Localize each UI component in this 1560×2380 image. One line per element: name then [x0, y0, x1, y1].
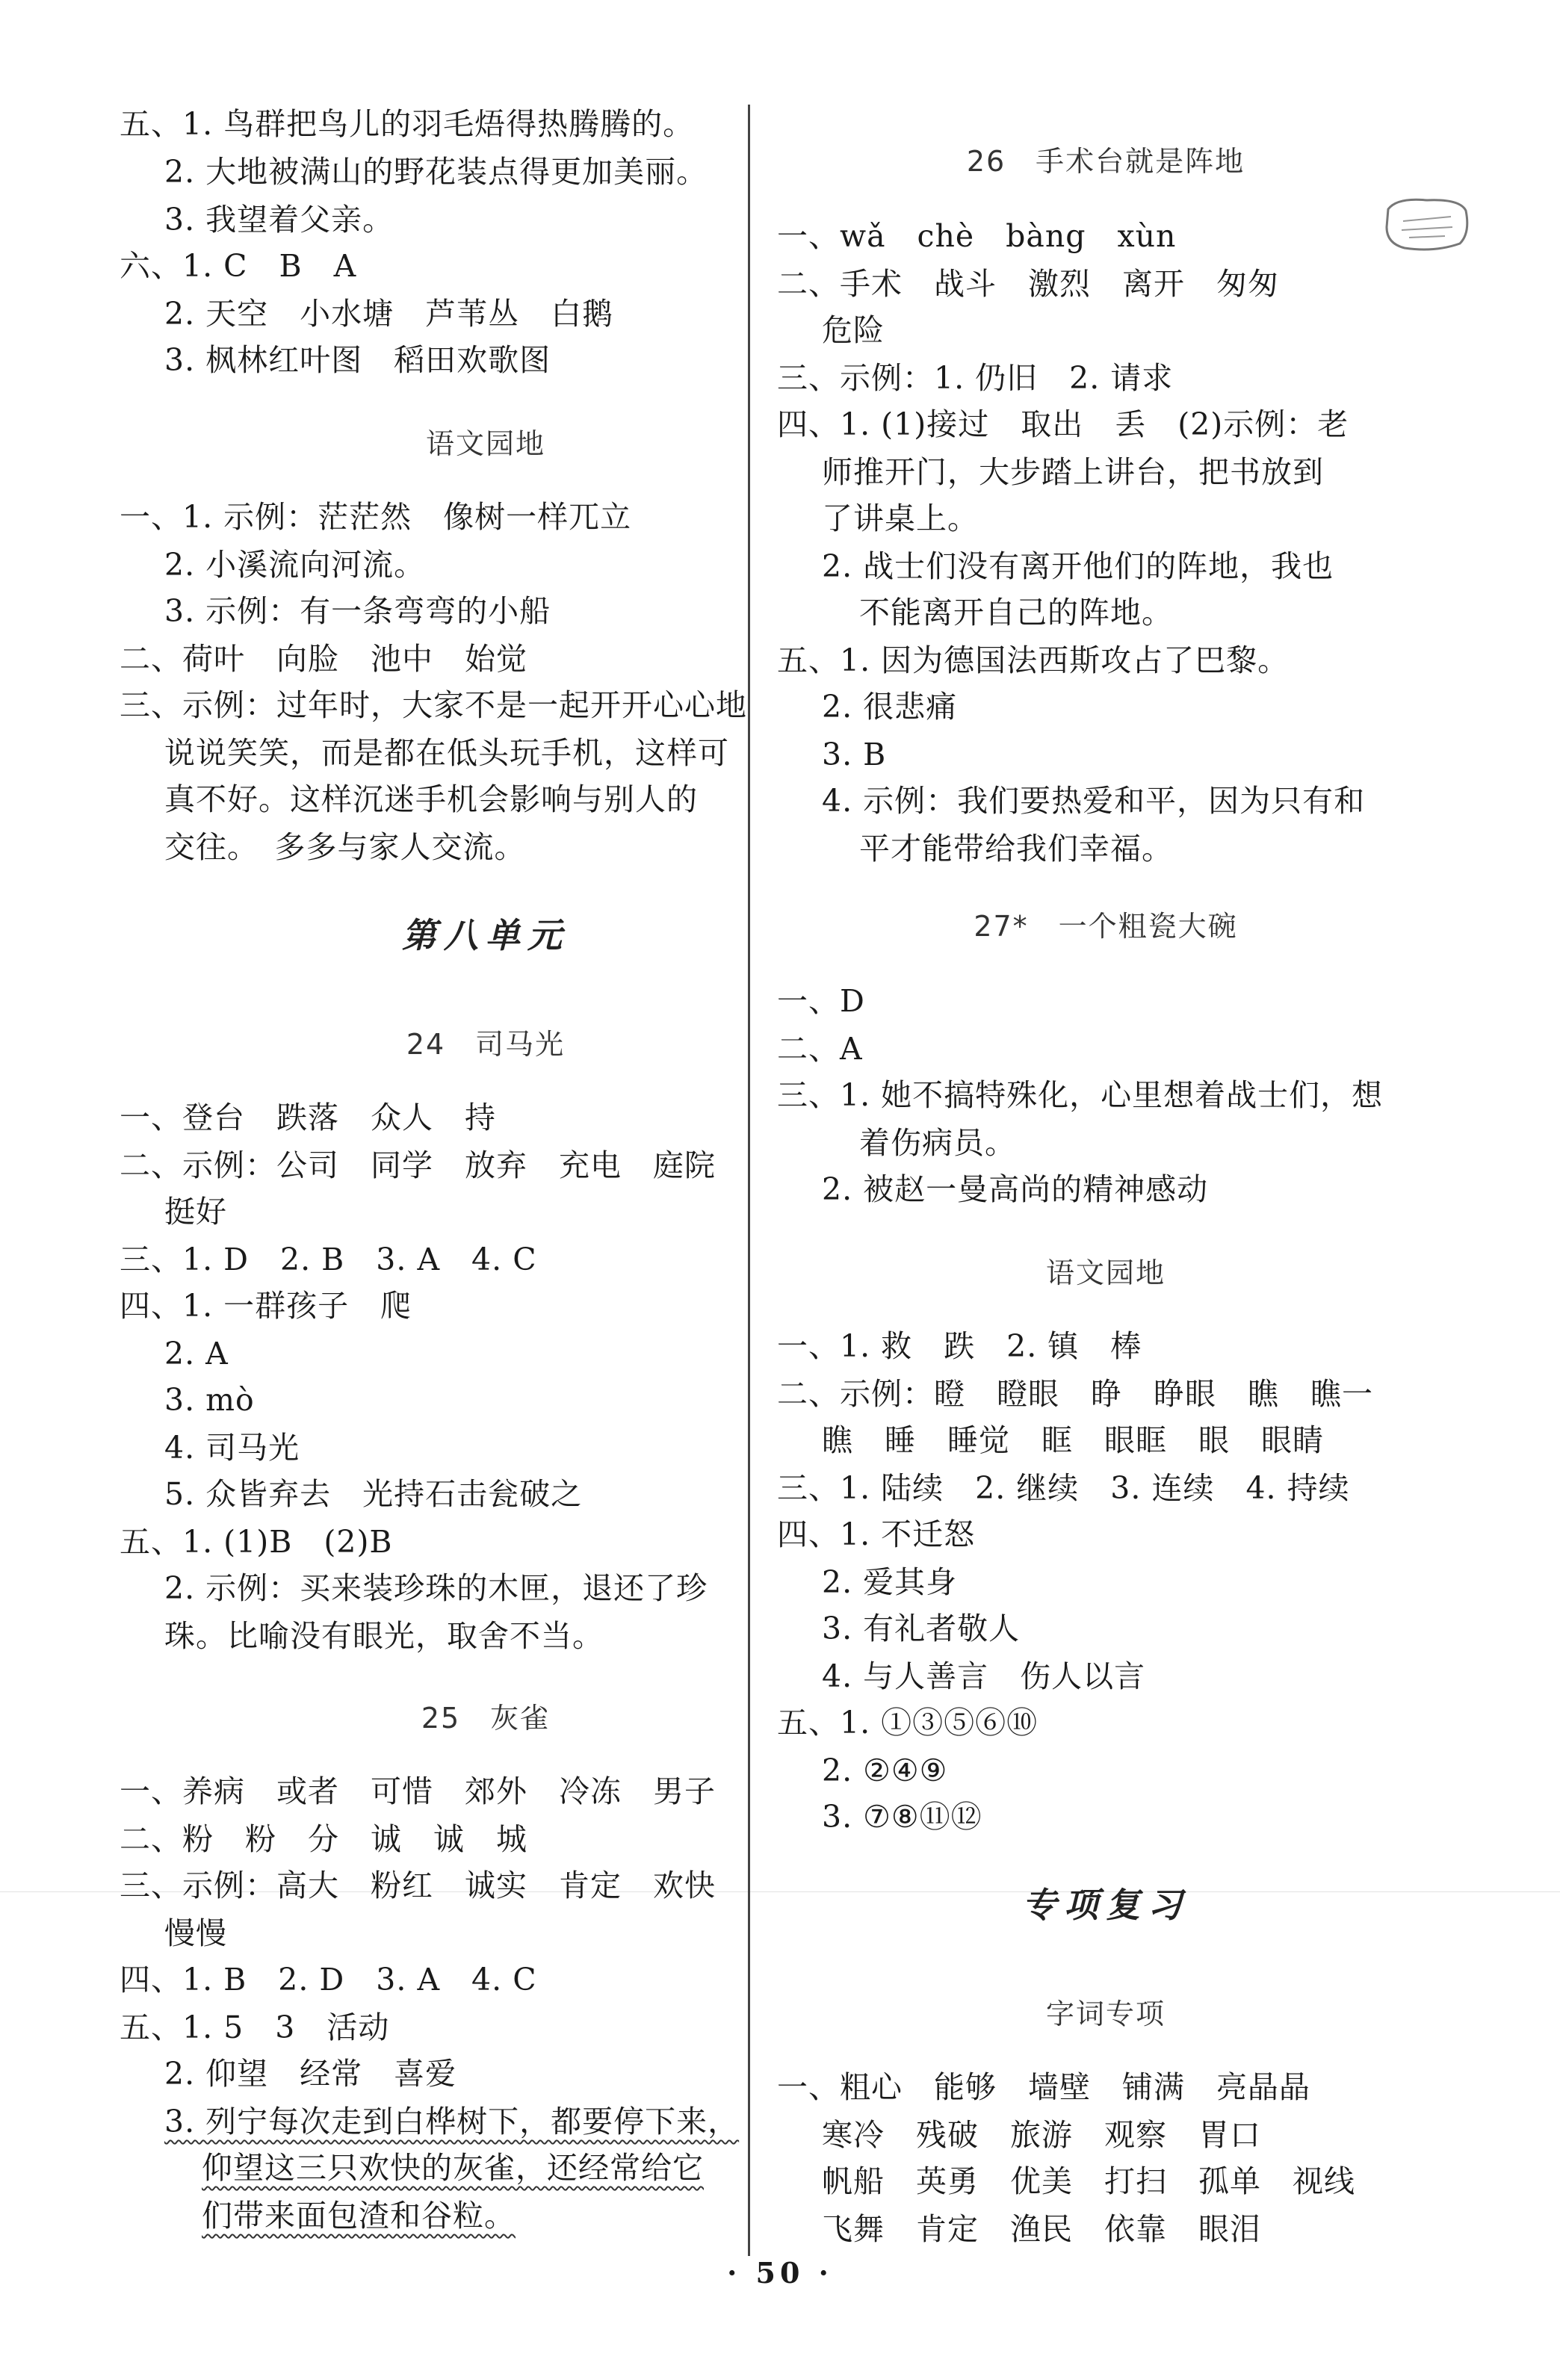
answer-line: 六、1. C B A: [120, 248, 357, 284]
answer-line: 一、养病 或者 可惜 郊外 冷冻 男子: [120, 1773, 716, 1809]
answer-line: 慢慢: [164, 1915, 227, 1951]
answer-line: 一、D: [777, 983, 865, 1019]
answer-line: 三、示例：过年时，大家不是一起开开心心地: [120, 687, 747, 723]
answer-line: 三、示例：高大 粉红 诚实 肯定 欢快: [120, 1868, 716, 1903]
answer-line: 2. 战士们没有离开他们的阵地，我也: [822, 548, 1334, 584]
answer-line: 五、1. ①③⑤⑥⑩: [777, 1705, 1039, 1741]
answer-line: 2. 小溪流向河流。: [164, 547, 426, 583]
page-number: · 50 ·: [727, 2256, 833, 2290]
answer-line: 真不好。这样沉迷手机会影响与别人的: [164, 781, 698, 817]
answer-line: 三、1. D 2. B 3. A 4. C: [120, 1242, 537, 1277]
answer-line: 4. 与人善言 伤人以言: [822, 1658, 1146, 1694]
answer-line: 2. A: [164, 1336, 229, 1372]
answer-line: 飞舞 肯定 渔民 依靠 眼泪: [822, 2211, 1261, 2247]
answer-line: 不能离开自己的阵地。: [859, 595, 1173, 630]
answer-line: 二、示例：瞪 瞪眼 睁 睁眼 瞧 瞧一: [777, 1376, 1373, 1412]
answer-line: 四、1. 不迁怒: [777, 1516, 976, 1552]
answer-line: 着伤病员。: [859, 1125, 1016, 1161]
section-heading: 语文园地: [1045, 1256, 1166, 1289]
answer-line: 了讲桌上。: [822, 501, 979, 536]
answer-line: 3. 枫林红叶图 稻田欢歌图: [164, 342, 551, 378]
answer-line: 二、A: [777, 1031, 863, 1067]
answer-line: 交往。 多多与家人交流。: [164, 829, 526, 865]
answer-line: 3. mò: [164, 1382, 255, 1418]
section-heading: 27* 一个粗瓷大碗: [974, 910, 1238, 943]
answer-line: 二、荷叶 向脸 池中 始觉: [120, 641, 527, 677]
answer-line: 寒冷 残破 旅游 观察 胃口: [822, 2117, 1261, 2153]
answer-line: 危险: [822, 312, 885, 348]
answer-line: 五、1. 因为德国法西斯攻占了巴黎。: [777, 642, 1290, 678]
answer-line: 四、1. B 2. D 3. A 4. C: [120, 1962, 537, 1998]
answer-line: 挺好: [164, 1194, 227, 1230]
answer-line: 师推开门，大步踏上讲台，把书放到: [822, 454, 1324, 490]
answer-line: 珠。比喻没有眼光，取舍不当。: [164, 1618, 604, 1654]
unit-title: 第八单元: [402, 915, 569, 955]
answer-line: 仰望这三只欢快的灰雀，还经常给它: [202, 2150, 704, 2186]
answer-line: 二、粉 粉 分 诚 诚 城: [120, 1821, 527, 1857]
answer-line: 一、wǎ chè bàng xùn: [777, 218, 1177, 254]
answer-line: 一、粗心 能够 墙壁 铺满 亮晶晶: [777, 2069, 1310, 2105]
answer-line: 们带来面包渣和谷粒。: [202, 2198, 516, 2234]
answer-line: 3. 我望着父亲。: [164, 202, 394, 238]
section-heading: 26 手术台就是阵地: [966, 145, 1245, 178]
answer-line: 4. 司马光: [164, 1430, 300, 1466]
answer-line: 2. 爱其身: [822, 1564, 958, 1600]
answer-line: 3. ⑦⑧⑪⑫: [822, 1799, 982, 1835]
answer-line: 2. 大地被满山的野花装点得更加美丽。: [164, 154, 708, 190]
unit-title: 专项复习: [1022, 1885, 1189, 1925]
answer-line: 五、1. 鸟群把鸟儿的羽毛焐得热腾腾的。: [120, 106, 695, 142]
answer-line: 五、1. (1)B (2)B: [120, 1524, 393, 1560]
answer-line: 三、1. 陆续 2. 继续 3. 连续 4. 持续: [777, 1470, 1350, 1506]
answer-line: 4. 示例：我们要热爱和平，因为只有和: [822, 783, 1366, 819]
answer-line: 瞧 睡 睡觉 眶 眼眶 眼 眼睛: [822, 1422, 1324, 1458]
answer-line: 二、手术 战斗 激烈 离开 匆匆: [777, 266, 1279, 302]
stamp-logo-icon: [1382, 194, 1472, 254]
answer-line: 平才能带给我们幸福。: [859, 831, 1173, 867]
answer-line: 一、1. 示例：茫茫然 像树一样兀立: [120, 499, 632, 535]
section-heading: 24 司马光: [406, 1028, 566, 1061]
column-divider: [748, 105, 750, 2256]
answer-line: 2. 示例：买来装珍珠的木匣，退还了珍: [164, 1570, 708, 1606]
section-heading: 字词专项: [1045, 1998, 1166, 2030]
answer-line: 四、1. (1)接过 取出 丢 (2)示例：老: [777, 406, 1349, 442]
answer-line: 说说笑笑，而是都在低头玩手机，这样可: [164, 735, 729, 771]
answer-line: 二、示例：公司 同学 放弃 充电 庭院: [120, 1147, 716, 1183]
answer-line: 四、1. 一群孩子 爬: [120, 1288, 412, 1324]
section-heading: 25 灰雀: [421, 1702, 551, 1735]
answer-line: 2. 被赵一曼高尚的精神感动: [822, 1171, 1209, 1207]
answer-line: 一、登台 跌落 众人 持: [120, 1100, 496, 1135]
answer-line: 三、1. 她不搞特殊化，心里想着战士们，想: [777, 1077, 1384, 1113]
section-heading: 语文园地: [425, 427, 545, 460]
answer-line: 3. 有礼者敬人: [822, 1611, 1021, 1646]
answer-line: 五、1. 5 3 活动: [120, 2009, 390, 2045]
answer-line: 3. 示例：有一条弯弯的小船: [164, 593, 551, 629]
answer-line: 3. B: [822, 737, 887, 772]
answer-line: 2. 仰望 经常 喜爱: [164, 2056, 457, 2092]
answer-line: 帆船 英勇 优美 打扫 孤单 视线: [822, 2163, 1355, 2199]
answer-line: 2. 很悲痛: [822, 689, 958, 725]
answer-line: 3. 列宁每次走到白桦树下，都要停下来，: [164, 2104, 740, 2139]
answer-line: 2. ②④⑨: [822, 1753, 948, 1788]
answer-line: 一、1. 救 跌 2. 镇 棒: [777, 1328, 1142, 1364]
answer-line: 三、示例：1. 仍旧 2. 请求: [777, 360, 1174, 396]
answer-line: 2. 天空 小水塘 芦苇丛 白鹅: [164, 296, 614, 332]
answer-line: 5. 众皆弃去 光持石击瓮破之: [164, 1476, 583, 1512]
